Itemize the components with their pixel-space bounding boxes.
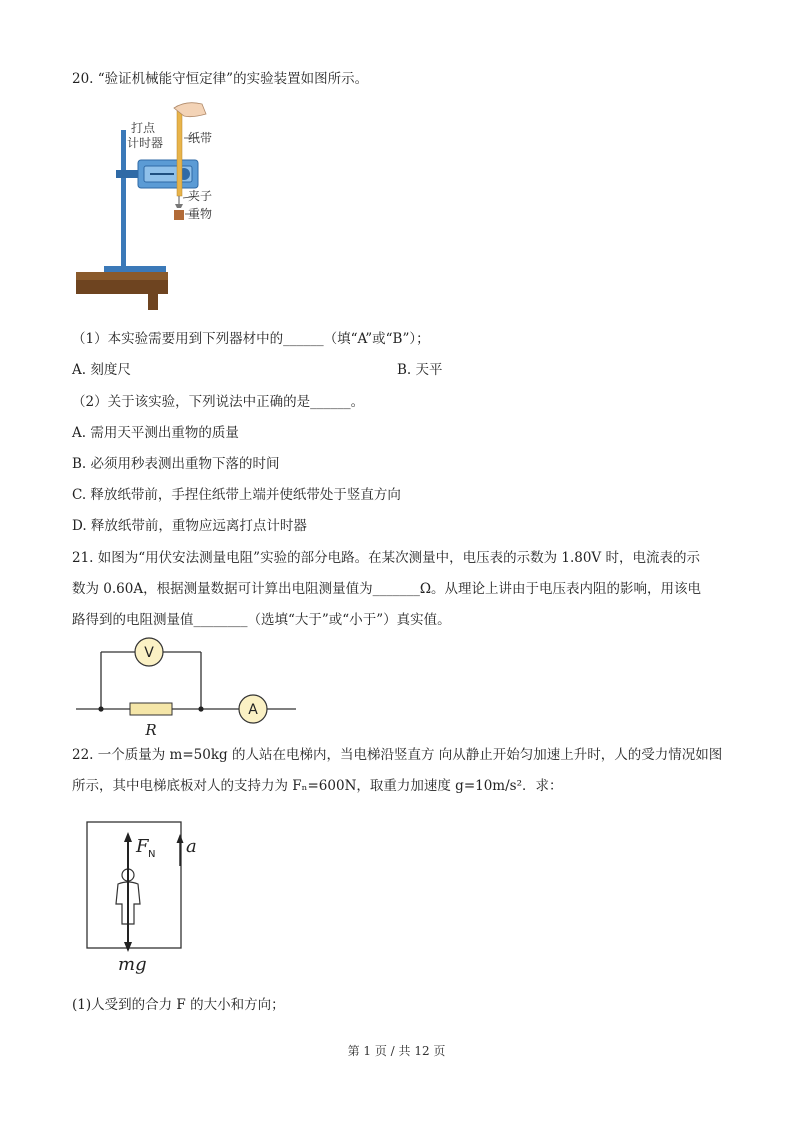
q20-part1: （1）本实验需要用到下列器材中的______（填“A”或“B”）； — [72, 331, 430, 347]
label-timer-2: 计时器 — [127, 136, 164, 150]
stand-base — [104, 266, 166, 272]
force-label: F — [136, 836, 149, 857]
resistor-label: R — [145, 721, 157, 739]
resistor — [130, 703, 172, 715]
voltmeter-label: V — [144, 645, 154, 661]
stand-clamp — [116, 170, 140, 178]
junction-left — [98, 706, 103, 711]
table-edge — [76, 280, 168, 294]
elevator-box — [87, 822, 181, 948]
junction-right — [198, 706, 203, 711]
label-tape: 纸带 — [188, 131, 213, 145]
support-force-arrowhead — [124, 832, 132, 842]
q22-line1: 22. 一个质量为 m=50kg 的人站在电梯内，当电梯沿竖直方 向从静止开始匀加速上升时，人的受力情况如图 — [72, 747, 723, 763]
q20-part1-option-b: B. 天平 — [397, 362, 443, 378]
q21-circuit-figure — [74, 636, 300, 742]
q20-part2-option-a: A. 需用天平测出重物的质量 — [72, 425, 239, 441]
ammeter-label: A — [248, 702, 258, 718]
q20-part2-option-c: C. 释放纸带前，手捏住纸带上端并使纸带处于竖直方向 — [72, 487, 401, 503]
q20-part2-option-b: B. 必须用秒表测出重物下落的时间 — [72, 456, 280, 472]
q20-part1-option-a: A. 刻度尺 — [72, 362, 131, 378]
paper-tape — [177, 106, 182, 196]
label-weight: 重物 — [188, 207, 213, 221]
clip-icon — [175, 204, 183, 208]
q20-apparatus-figure — [74, 100, 224, 314]
q21-line2: 数为 0.60A，根据测量数据可计算出电阻测量值为_______Ω。从理论上讲由于电压表内阻的影响，用该电 — [72, 581, 702, 597]
q22-line2: 所示，其中电梯底板对人的支持力为 Fₙ=600N，取重力加速度 g=10m/s²．求： — [72, 778, 563, 794]
accel-arrowhead — [177, 834, 184, 843]
label-timer-1: 打点 — [131, 121, 156, 135]
weight-label: mg — [118, 954, 147, 974]
page-footer: 第 1 页 / 共 12 页 — [347, 1044, 446, 1058]
q22-elevator-figure — [84, 818, 214, 974]
accel-label: a — [186, 836, 197, 857]
label-clip: 夹子 — [188, 189, 213, 203]
q20-stem: 20. “验证机械能守恒定律”的实验装置如图所示。 — [72, 71, 369, 87]
table-top — [76, 272, 168, 280]
stand-rod — [121, 130, 126, 268]
q22-part1: (1)人受到的合力 F 的大小和方向； — [72, 997, 285, 1013]
q20-part2-option-d: D. 释放纸带前，重物应远离打点计时器 — [72, 518, 307, 534]
force-subscript: N — [148, 849, 156, 860]
q20-part2: （2）关于该实验，下列说法中正确的是______。 — [72, 394, 365, 410]
q21-line3: 路得到的电阻测量值________（选填“大于”或“小于”）真实值。 — [72, 612, 451, 628]
weight-block — [174, 210, 184, 220]
weight-arrowhead — [124, 942, 132, 952]
table-leg — [148, 294, 158, 310]
q21-line1: 21. 如图为“用伏安法测量电阻”实验的部分电路。在某次测量中，电压表的示数为 1.80V 时，电流表的示 — [72, 550, 700, 566]
